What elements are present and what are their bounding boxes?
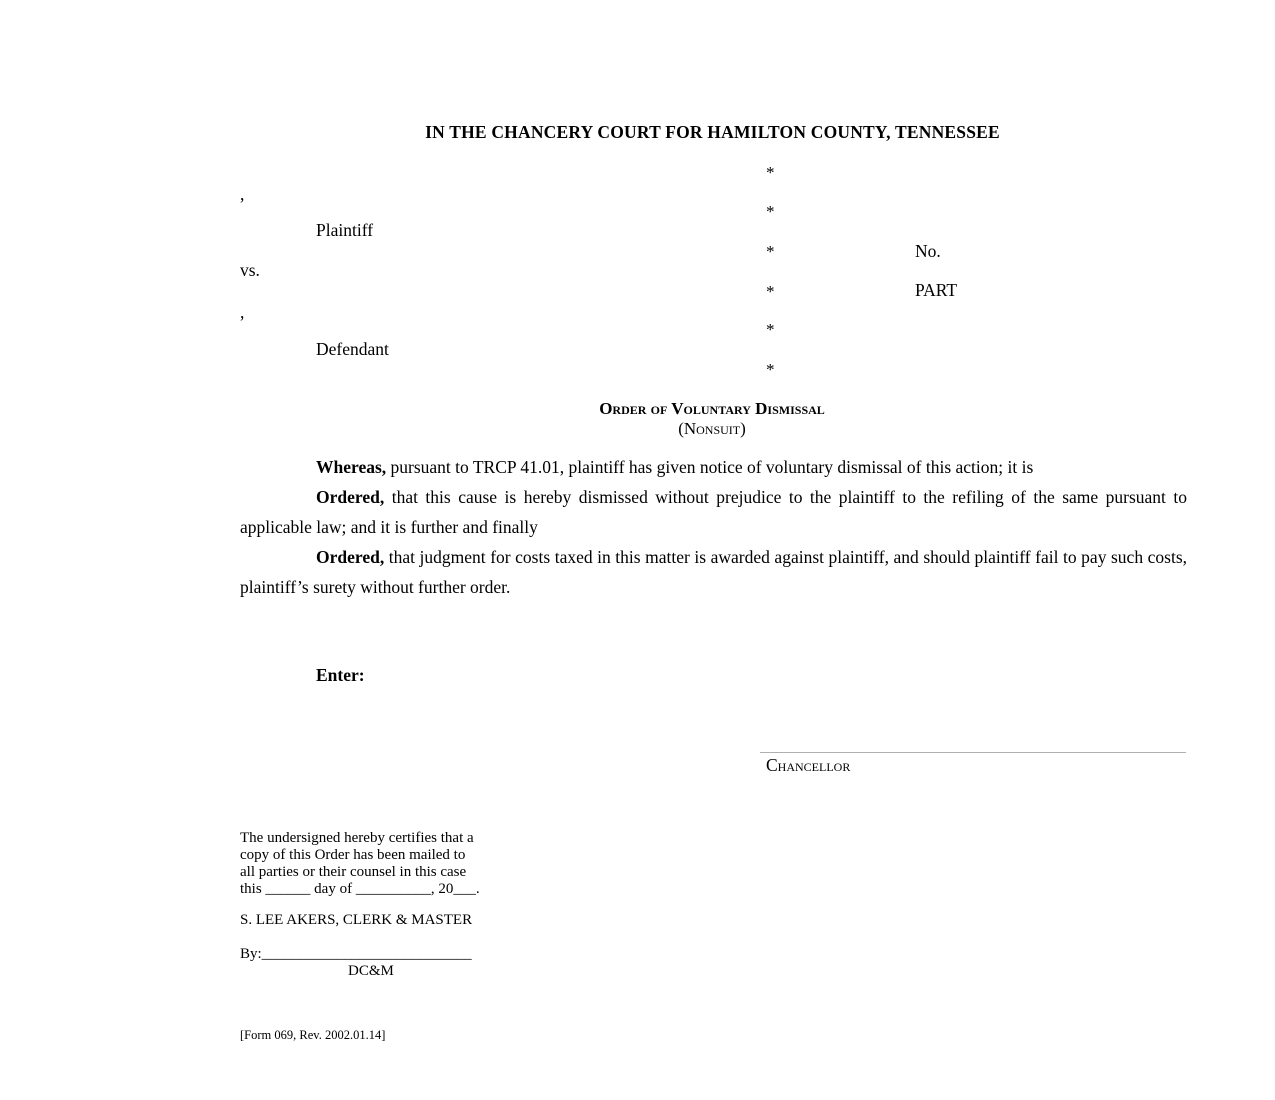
mailing-certificate bbox=[240, 830, 480, 898]
clerk-name: S. LEE AKERS, CLERK & MASTER bbox=[240, 912, 473, 928]
enter-label: Enter: bbox=[316, 665, 365, 685]
form-number: [Form 069, Rev. 2002.01.14] bbox=[240, 1028, 386, 1042]
defendant-name-comma: , bbox=[240, 302, 245, 322]
certificate-line: all parties or their counsel in this case bbox=[240, 864, 467, 880]
certificate-line: this ______ day of __________, 20___. bbox=[240, 881, 480, 897]
caption-separator: * bbox=[766, 320, 775, 339]
order-title: Order of Voluntary Dismissal bbox=[599, 399, 825, 418]
versus-label: vs. bbox=[240, 260, 260, 280]
caption-separator: * bbox=[766, 163, 775, 182]
order-paragraph bbox=[240, 482, 1187, 542]
deputy-title: DC&M bbox=[348, 963, 394, 979]
order-paragraph bbox=[240, 452, 1187, 482]
case-number-label: No. bbox=[915, 241, 941, 261]
chancellor-title: Chancellor bbox=[766, 755, 851, 775]
caption-separator: * bbox=[766, 202, 775, 221]
order-paragraph bbox=[240, 542, 1187, 602]
paragraph-lead: Ordered, bbox=[316, 487, 385, 507]
chancellor-signature-line bbox=[760, 752, 1186, 753]
paragraph-text: that this cause is hereby dismissed without prejudice to the plaintiff to the refiling of the same pursuant to applicable law; and it is further and finally bbox=[240, 487, 1187, 537]
paragraph-text: that judgment for costs taxed in this matter is awarded against plaintiff, and should plaintiff fail to pay such costs, plaintiff’s surety without further order. bbox=[240, 547, 1187, 597]
caption-separator: * bbox=[766, 282, 775, 301]
paragraph-lead: Whereas, bbox=[316, 457, 387, 477]
certificate-line: The undersigned hereby certifies that a bbox=[240, 830, 474, 846]
part-label: PART bbox=[915, 280, 958, 300]
caption-separator: * bbox=[766, 242, 775, 261]
certificate-line: copy of this Order has been mailed to bbox=[240, 847, 466, 863]
plaintiff-name-comma: , bbox=[240, 184, 245, 204]
paragraph-lead: Ordered, bbox=[316, 547, 385, 567]
paragraph-text: pursuant to TRCP 41.01, plaintiff has given notice of voluntary dismissal of this action; it is bbox=[386, 457, 1034, 477]
plaintiff-label: Plaintiff bbox=[316, 220, 374, 240]
deputy-signature-line: By:____________________________ bbox=[240, 946, 472, 962]
order-body bbox=[240, 452, 1187, 602]
court-title: IN THE CHANCERY COURT FOR HAMILTON COUNTY, TENNESSEE bbox=[425, 122, 1000, 142]
order-subtitle: (Nonsuit) bbox=[678, 419, 746, 438]
defendant-label: Defendant bbox=[316, 339, 389, 359]
caption-separator: * bbox=[766, 360, 775, 379]
